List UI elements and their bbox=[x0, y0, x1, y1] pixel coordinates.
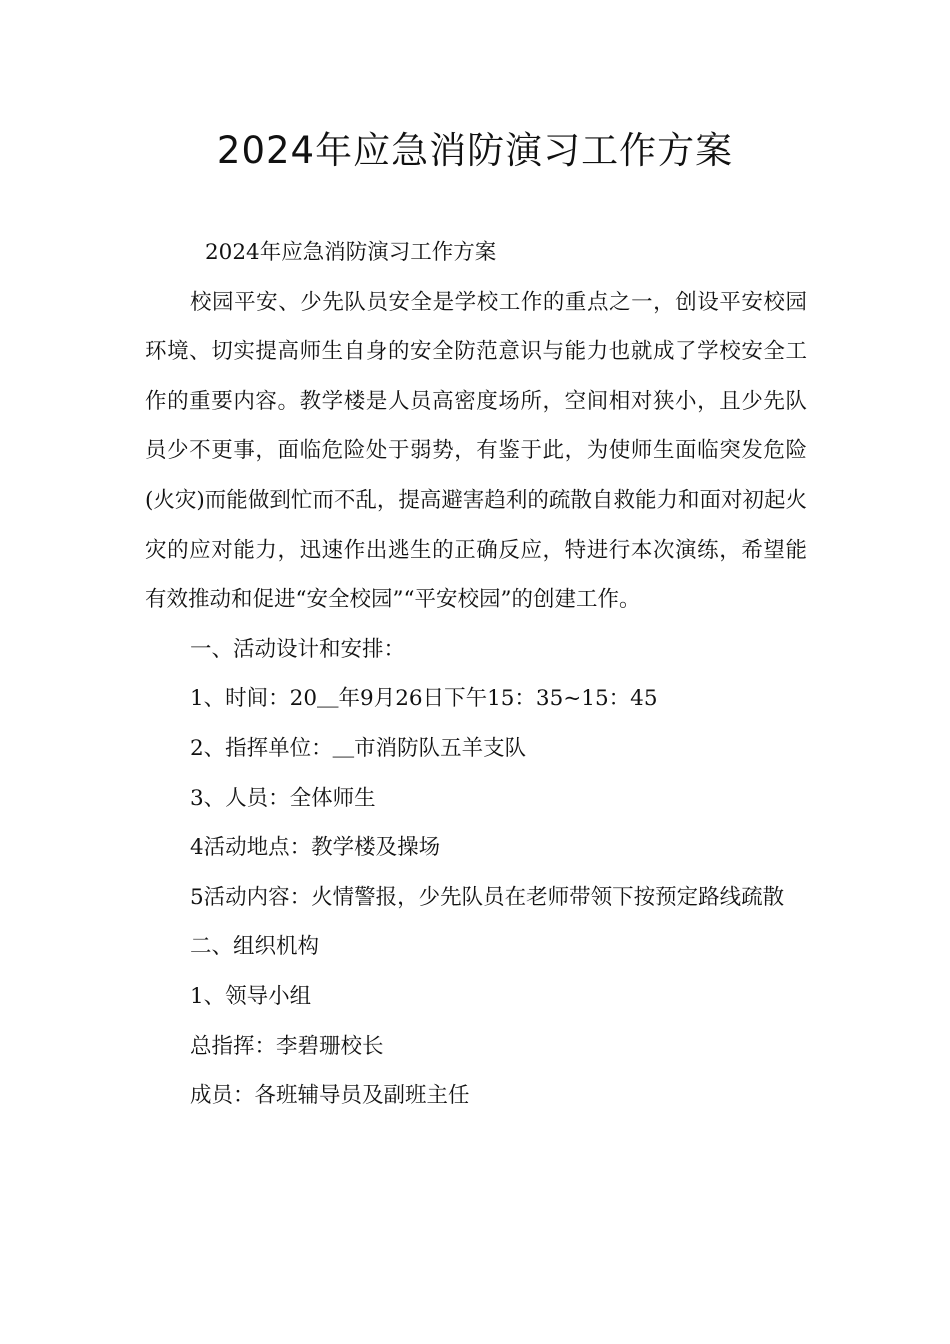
section-heading-organization: 二、组织机构 bbox=[190, 934, 320, 960]
leader-group-heading: 1、领导小组 bbox=[190, 983, 312, 1009]
commander-line: 总指挥：李碧珊校长 bbox=[190, 1033, 384, 1059]
intro-paragraph: 校园平安、少先队员安全是学校工作的重点之一，创设平安校园环境、切实提高师生自身的安全防范意识与能力也就成了学校安全工作的重要内容。教学楼是人员高密度场所，空间相对狭小，且少先队员少不更事，面临危险处于弱势，有鉴于此，为使师生面临突发危险(火灾)而能做到忙而不乱，提高避害趋利的疏散自救能力和面对初起火灾的应对能力，迅速作出逃生的正确反应，特进行本次演练，希望能有效推动和促进“安全校园”“平安校园”的创建工作。 bbox=[145, 289, 807, 613]
document-body bbox=[145, 228, 807, 1121]
document-subtitle: 2024年应急消防演习工作方案 bbox=[205, 240, 497, 265]
item-time: 1、时间：20＿年9月26日下午15：35~15：45 bbox=[190, 686, 658, 712]
item-participants: 3、人员：全体师生 bbox=[190, 785, 376, 811]
item-content: 5活动内容：火情警报，少先队员在老师带领下按预定路线疏散 bbox=[190, 884, 785, 910]
item-location: 4活动地点：教学楼及操场 bbox=[190, 835, 441, 861]
item-command-unit: 2、指挥单位：＿市消防队五羊支队 bbox=[190, 735, 527, 761]
section-heading-activity: 一、活动设计和安排： bbox=[190, 636, 406, 662]
document-title: 2024年应急消防演习工作方案 bbox=[216, 129, 734, 172]
members-line: 成员：各班辅导员及副班主任 bbox=[190, 1083, 470, 1109]
